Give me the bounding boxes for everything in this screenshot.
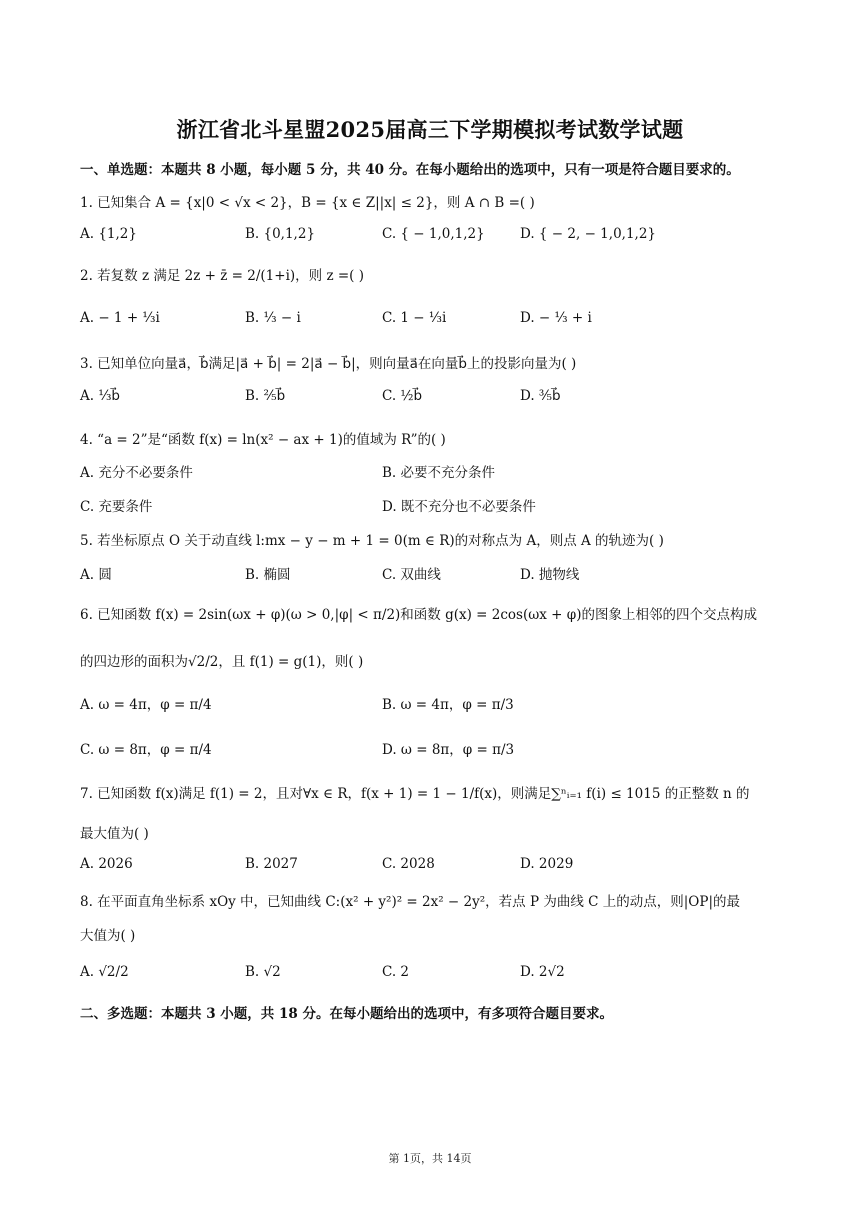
option-a: A. 充分不必要条件 bbox=[80, 465, 193, 481]
option-d: D. 2√2 bbox=[520, 964, 565, 980]
option-a: A. {1,2} bbox=[80, 226, 137, 242]
option-d: D. 抛物线 bbox=[520, 567, 580, 583]
option-c: C. 双曲线 bbox=[382, 567, 441, 583]
option-b: B. {0,1,2} bbox=[245, 226, 316, 242]
question-5-options bbox=[80, 563, 780, 587]
question-7-options bbox=[80, 856, 780, 880]
question-7-stem: 7. 已知函数 f(x)满足 f(1) = 2，且对∀x ∈ R，f(x + 1) = 1 − 1/f(x)，则满足∑ⁿᵢ₌₁ f(i) ≤ 1015 的正整数 n 的 bbox=[80, 786, 750, 802]
section-multiple-choice-heading: 二、多选题：本题共 3 小题，共 18 分。在每小题给出的选项中，有多项符合题目要求。 bbox=[80, 1006, 613, 1022]
option-d: D. ω = 8π，φ = π/3 bbox=[382, 742, 515, 758]
option-c: C. 2 bbox=[382, 964, 410, 980]
question-1-options bbox=[80, 226, 780, 250]
option-a: A. − 1 + ⅓i bbox=[80, 310, 160, 326]
option-b: B. 椭圆 bbox=[245, 567, 291, 583]
question-4-options-row1 bbox=[80, 461, 780, 485]
question-5-stem: 5. 若坐标原点 O 关于动直线 l:mx − y − m + 1 = 0(m ∈ R)的对称点为 A，则点 A 的轨迹为( ) bbox=[80, 533, 664, 549]
option-c: C. { − 1,0,1,2} bbox=[382, 226, 485, 242]
question-6-options-row1 bbox=[80, 693, 780, 717]
question-1-stem: 1. 已知集合 A = {x|0 < √x < 2}，B = {x ∈ Z||x| ≤ 2}，则 A ∩ B =( ) bbox=[80, 195, 535, 211]
question-3-stem: 3. 已知单位向量a⃗，b⃗满足|a⃗ + b⃗| = 2|a⃗ − b⃗|，则向量a⃗在向量b⃗上的投影向量为( ) bbox=[80, 356, 577, 372]
question-6-options-row2 bbox=[80, 738, 780, 762]
option-a: A. 2026 bbox=[80, 856, 133, 872]
question-2-stem: 2. 若复数 z 满足 2z + z̄ = 2/(1+i)，则 z =( ) bbox=[80, 268, 364, 284]
option-b: B. ω = 4π，φ = π/3 bbox=[382, 697, 514, 713]
option-b: B. √2 bbox=[245, 964, 281, 980]
option-d: D. { − 2, − 1,0,1,2} bbox=[520, 226, 657, 242]
option-c: C. 1 − ⅓i bbox=[382, 310, 447, 326]
option-b: B. ⅓ − i bbox=[245, 310, 301, 326]
option-b: B. 必要不充分条件 bbox=[382, 465, 496, 481]
option-c: C. 充要条件 bbox=[80, 499, 153, 515]
option-c: C. ω = 8π，φ = π/4 bbox=[80, 742, 212, 758]
option-c: C. 2028 bbox=[382, 856, 435, 872]
option-d: D. ⅗b⃗ bbox=[520, 388, 561, 404]
option-c: C. ½b⃗ bbox=[382, 388, 423, 404]
option-d: D. 既不充分也不必要条件 bbox=[382, 499, 536, 515]
option-d: D. − ⅓ + i bbox=[520, 310, 592, 326]
question-6-stem-continued: 的四边形的面积为√2/2，且 f(1) = g(1)，则( ) bbox=[80, 654, 364, 670]
option-a: A. ⅓b⃗ bbox=[80, 388, 120, 404]
page-footer: 第 1页，共 14页 bbox=[388, 1152, 472, 1165]
question-8-stem: 8. 在平面直角坐标系 xOy 中，已知曲线 C:(x² + y²)² = 2x² − 2y²，若点 P 为曲线 C 上的动点，则|OP|的最 bbox=[80, 894, 740, 910]
option-a: A. 圆 bbox=[80, 567, 112, 583]
question-3-options bbox=[80, 388, 780, 412]
question-6-stem: 6. 已知函数 f(x) = 2sin(ωx + φ)(ω > 0,|φ| < π/2)和函数 g(x) = 2cos(ωx + φ)的图象上相邻的四个交点构成 bbox=[80, 607, 757, 623]
question-8-options bbox=[80, 964, 780, 988]
question-2-options bbox=[80, 310, 780, 334]
question-7-stem-continued: 最大值为( ) bbox=[80, 826, 149, 842]
option-b: B. ⅖b⃗ bbox=[245, 388, 286, 404]
section-single-choice-heading: 一、单选题：本题共 8 小题，每小题 5 分，共 40 分。在每小题给出的选项中，只有一项是符合题目要求的。 bbox=[80, 162, 740, 178]
question-4-stem: 4. “a = 2”是“函数 f(x) = ln(x² − ax + 1)的值域为 R”的( ) bbox=[80, 432, 446, 448]
option-a: A. √2/2 bbox=[80, 964, 129, 980]
question-4-options-row2 bbox=[80, 495, 780, 519]
question-8-stem-continued: 大值为( ) bbox=[80, 928, 136, 944]
option-a: A. ω = 4π，φ = π/4 bbox=[80, 697, 212, 713]
option-d: D. 2029 bbox=[520, 856, 574, 872]
option-b: B. 2027 bbox=[245, 856, 298, 872]
page-title: 浙江省北斗星盟2025届高三下学期模拟考试数学试题 bbox=[176, 117, 684, 142]
